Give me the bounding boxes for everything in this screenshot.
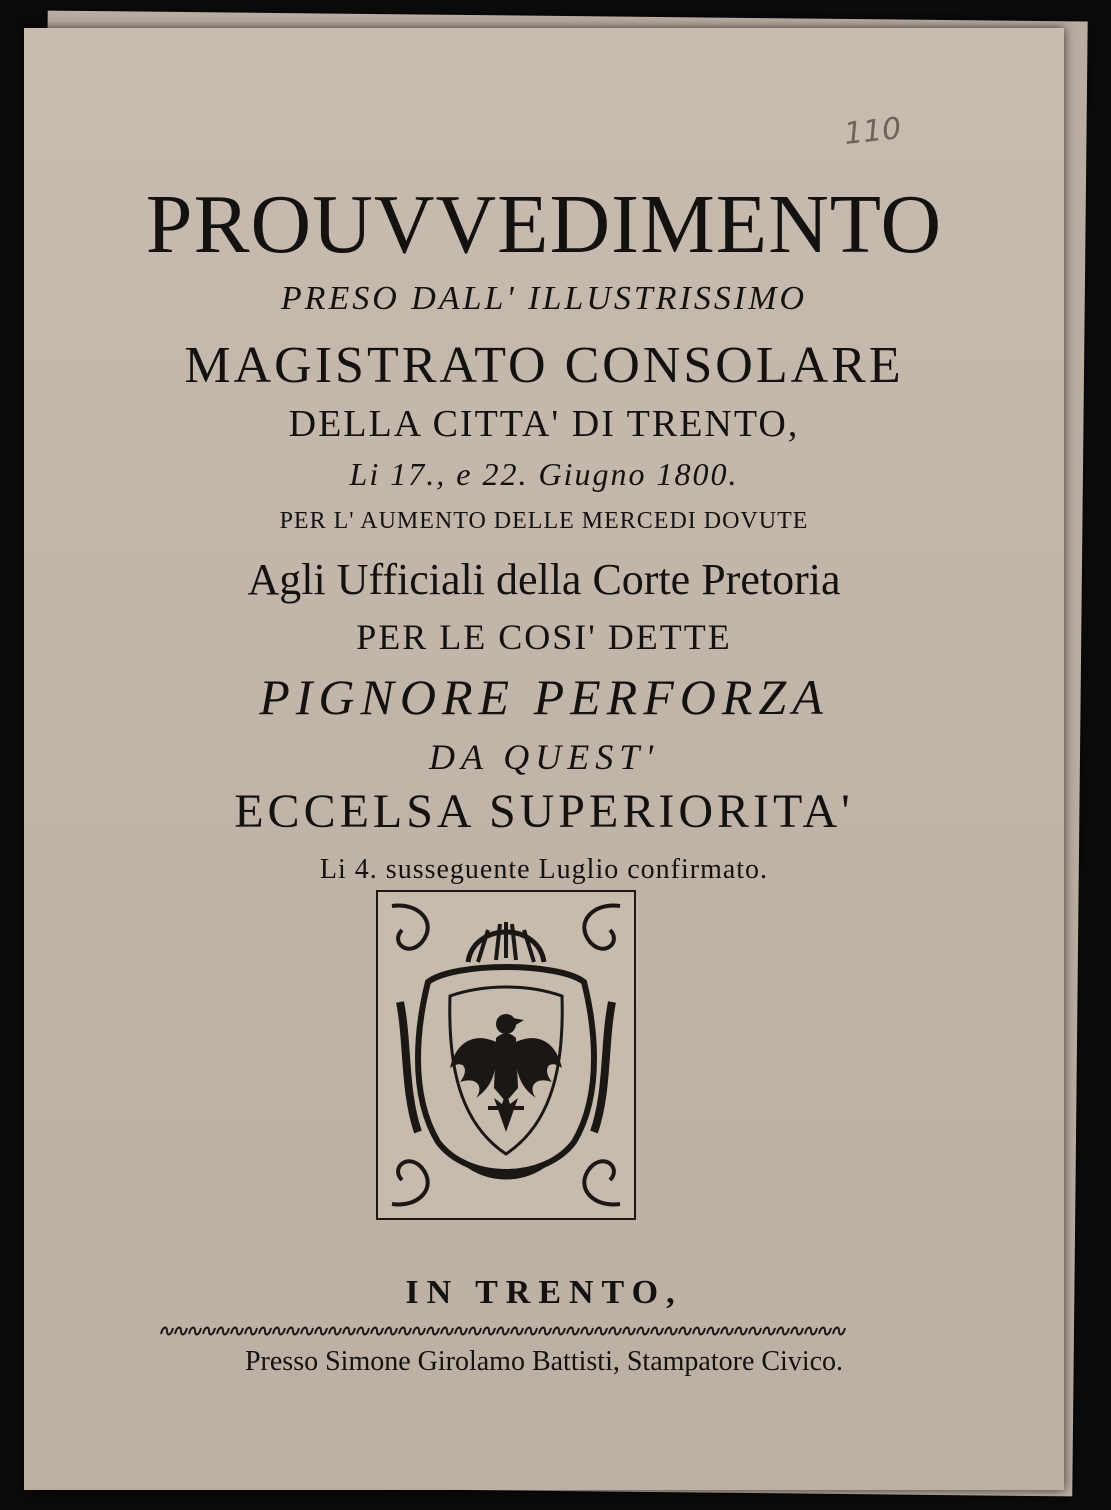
magistrate-line: MAGISTRATO CONSOLARE [184, 337, 904, 394]
subtitle-line: PRESO DALL' ILLUSTRISSIMO [280, 280, 808, 317]
ornament-rule-icon [160, 1324, 846, 1338]
document-title: PROUVVEDIMENTO [145, 178, 943, 271]
eagle-coat-of-arms-icon [376, 890, 636, 1220]
officials-line: Agli Ufficiali della Corte Pretoria [247, 555, 841, 604]
confirmed-line: Li 4. susseguente Luglio confirmato. [319, 854, 769, 885]
subject-line: PER L' AUMENTO DELLE MERCEDI DOVUTE [279, 508, 809, 534]
printer-line: Presso Simone Girolamo Battisti, Stampatore Civico. [244, 1346, 844, 1377]
superiority-line: ECCELSA SUPERIORITA' [234, 785, 854, 838]
place-line: IN TRENTO, [405, 1274, 683, 1311]
date-line: Li 17., e 22. Giugno 1800. [349, 456, 739, 492]
handwritten-note: 110 [842, 111, 903, 152]
from-line: DA QUEST' [428, 737, 660, 777]
city-line: DELLA CITTA' DI TRENTO, [288, 403, 800, 445]
pignore-line: PIGNORE PERFORZA [259, 669, 829, 725]
document-page [24, 28, 1064, 1490]
so-called-line: PER LE COSI' DETTE [356, 617, 732, 657]
